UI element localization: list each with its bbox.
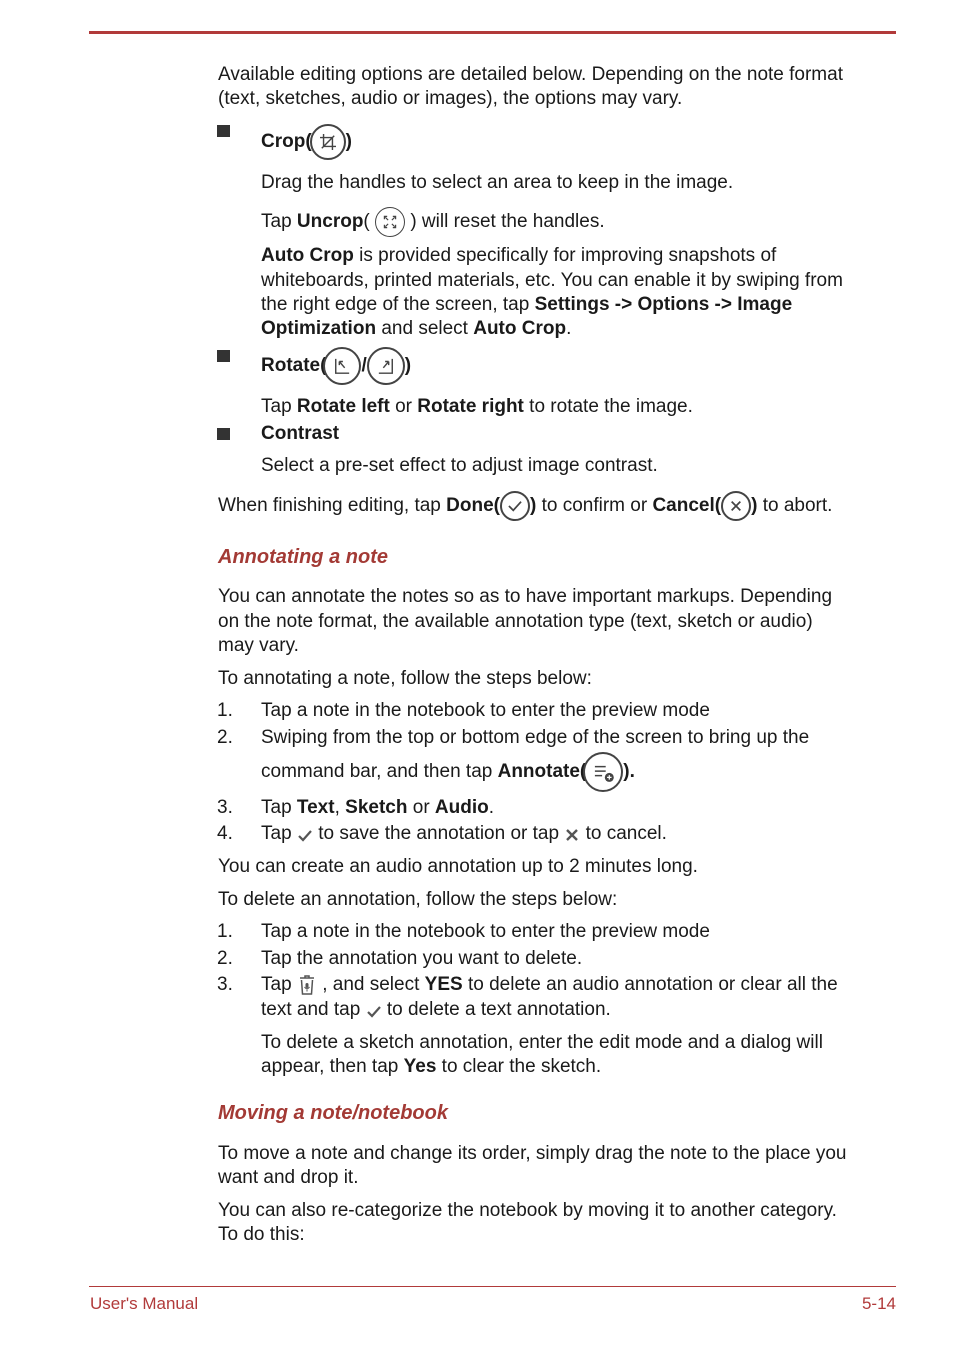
step-4-pre: Tap — [261, 823, 297, 844]
auto-crop-l4-end: . — [566, 318, 572, 339]
moving-p1-line-1: To move a note and change its order, simply drag the note to the place you — [218, 1143, 847, 1164]
moving-p2-line-2: To do this: — [218, 1224, 305, 1245]
header-rule — [89, 31, 896, 34]
settings-path: Settings -> Options -> Image — [534, 294, 793, 315]
text-bold: Text — [296, 797, 335, 818]
annotating-p3: You can create an audio annotation up to 2 minutes long. — [218, 856, 698, 877]
footer-page-number: 5-14 — [861, 1294, 896, 1313]
finish-pre: When finishing editing, tap — [218, 495, 447, 516]
uncrop-line — [261, 207, 605, 237]
step-number: 2. — [217, 948, 233, 969]
annotating-p1-line-1: You can annotate the notes so as to have important markups. Depending — [218, 586, 833, 607]
rotate-left-bold: Rotate left — [296, 396, 390, 417]
moving-p1-line-2: want and drop it. — [218, 1167, 359, 1188]
step-4-end: to cancel. — [580, 823, 667, 844]
step-2-l2-pre: command bar, and then tap — [261, 761, 498, 782]
crop-desc: Drag the handles to select an area to keep in the image. — [261, 172, 734, 193]
rotate-desc-mid: or — [389, 396, 418, 417]
yes-bold: YES — [424, 974, 463, 995]
crop-close: ) — [345, 131, 352, 153]
step-3-pre: Tap — [261, 797, 297, 818]
annotating-p1-line-2: on the note format, the available annotation type (text, sketch or audio) — [218, 611, 813, 632]
done-label: Done( — [446, 495, 500, 516]
delete-step-3-mid: , and select — [316, 974, 425, 995]
step-2-line-2 — [261, 751, 635, 793]
uncrop-pre: Tap — [261, 211, 297, 233]
uncrop-bold: Uncrop — [296, 211, 364, 233]
step-number: 3. — [217, 974, 233, 995]
annotating-p4: To delete an annotation, follow the steps below: — [218, 889, 618, 910]
rotate-right-bold: Rotate right — [417, 396, 524, 417]
finish-mid: to confirm or — [536, 495, 653, 516]
bullet-square — [217, 125, 230, 137]
crop-label: Crop( — [261, 131, 312, 153]
optimization-bold: Optimization — [261, 318, 377, 339]
cancel-icon — [721, 491, 751, 521]
step-number: 3. — [217, 797, 233, 818]
delete-step-1-text: Tap a note in the notebook to enter the preview mode — [261, 921, 710, 942]
contrast-heading: Contrast — [261, 423, 340, 444]
finish-line — [218, 490, 832, 522]
finish-post: to abort. — [757, 495, 833, 516]
rotate-desc — [261, 395, 693, 419]
annotating-p1-line-3: may vary. — [218, 635, 299, 656]
annotating-p2: To annotating a note, follow the steps below: — [218, 668, 592, 689]
rotate-heading — [261, 347, 411, 385]
delete-step-3-text — [261, 973, 838, 997]
section-heading-annotating: Annotating a note — [218, 546, 388, 568]
auto-crop-l3-pre: the right edge of the screen, tap — [261, 294, 535, 315]
step-number: 1. — [217, 700, 233, 721]
delete-step-3-l2-pre: text and tap — [261, 999, 366, 1020]
rotate-left-icon — [323, 347, 361, 385]
sketch-delete-post: to clear the sketch. — [436, 1056, 602, 1077]
auto-crop-line-4 — [261, 317, 571, 341]
auto-crop-bold-2: Auto Crop — [473, 318, 567, 339]
check-icon — [297, 826, 313, 842]
rotate-close: ) — [404, 355, 412, 377]
delete-step-3-pre: Tap — [261, 974, 297, 995]
sketch-delete-line-2 — [261, 1055, 601, 1079]
step-1-text: Tap a note in the notebook to enter the preview mode — [261, 700, 710, 721]
delete-step-2-text: Tap the annotation you want to delete. — [261, 948, 583, 969]
rotate-label: Rotate( — [261, 355, 327, 377]
step-3-sep-2: or — [407, 797, 435, 818]
cancel-label: Cancel( — [652, 495, 722, 516]
moving-p2-line-1: You can also re-categorize the notebook by moving it to another category. — [218, 1200, 837, 1221]
step-number: 1. — [217, 921, 233, 942]
auto-crop-line-2: whiteboards, printed materials, etc. You can enable it by swiping from — [261, 270, 843, 291]
uncrop-post: ) will reset the handles. — [410, 211, 605, 233]
yes-bold-2: Yes — [403, 1056, 437, 1077]
rotate-slash: / — [361, 355, 367, 377]
footer-manual-title: User's Manual — [90, 1294, 199, 1313]
sketch-delete-pre: appear, then tap — [261, 1056, 404, 1077]
done-icon — [500, 491, 530, 521]
check-icon — [366, 1002, 382, 1018]
sketch-bold: Sketch — [345, 797, 408, 818]
intro-line-2: (text, sketches, audio or images), the options may vary. — [218, 88, 683, 109]
step-3-sep-1: , — [334, 797, 346, 818]
annotate-close: ). — [623, 761, 635, 782]
trash-mic-icon — [297, 974, 317, 996]
step-4-mid: to save the annotation or tap — [312, 823, 565, 844]
close-icon — [564, 826, 580, 842]
contrast-desc: Select a pre-set effect to adjust image contrast. — [261, 455, 658, 476]
cancel-close: ) — [751, 495, 758, 516]
auto-crop-l4-mid: and select — [376, 318, 474, 339]
rotate-desc-pre: Tap — [261, 396, 297, 417]
crop-icon — [310, 124, 346, 160]
bullet-square — [217, 350, 230, 362]
rotate-desc-post: to rotate the image. — [523, 396, 693, 417]
annotate-label: Annotate( — [497, 761, 587, 782]
step-2-text: Swiping from the top or bottom edge of the screen to bring up the — [261, 727, 810, 748]
step-number: 2. — [217, 727, 233, 748]
step-4-text — [261, 822, 667, 846]
audio-bold: Audio — [434, 797, 489, 818]
delete-step-3-end: to delete an audio annotation or clear all the — [462, 974, 838, 995]
done-close: ) — [529, 495, 537, 516]
section-heading-moving: Moving a note/notebook — [218, 1102, 448, 1124]
sketch-delete-line-1: To delete a sketch annotation, enter the edit mode and a dialog will — [261, 1032, 823, 1053]
footer-rule — [89, 1286, 896, 1287]
annotate-icon — [583, 752, 623, 792]
rotate-right-icon — [367, 347, 405, 385]
crop-heading — [261, 124, 352, 160]
step-3-text — [261, 796, 494, 820]
step-3-end: . — [488, 797, 495, 818]
auto-crop-bold: Auto Crop — [261, 245, 354, 266]
auto-crop-rest: is provided specifically for improving snapshots of — [353, 245, 777, 266]
step-number: 4. — [217, 823, 233, 844]
uncrop-open: ( — [363, 211, 370, 233]
delete-step-3-l2-post: to delete a text annotation. — [381, 999, 611, 1020]
auto-crop-line-3 — [261, 293, 792, 317]
intro-line-1: Available editing options are detailed below. Depending on the note format — [218, 64, 843, 85]
uncrop-icon — [375, 207, 405, 237]
delete-step-3-line-2 — [261, 998, 611, 1022]
auto-crop-line-1 — [261, 244, 776, 268]
bullet-square — [217, 428, 230, 440]
